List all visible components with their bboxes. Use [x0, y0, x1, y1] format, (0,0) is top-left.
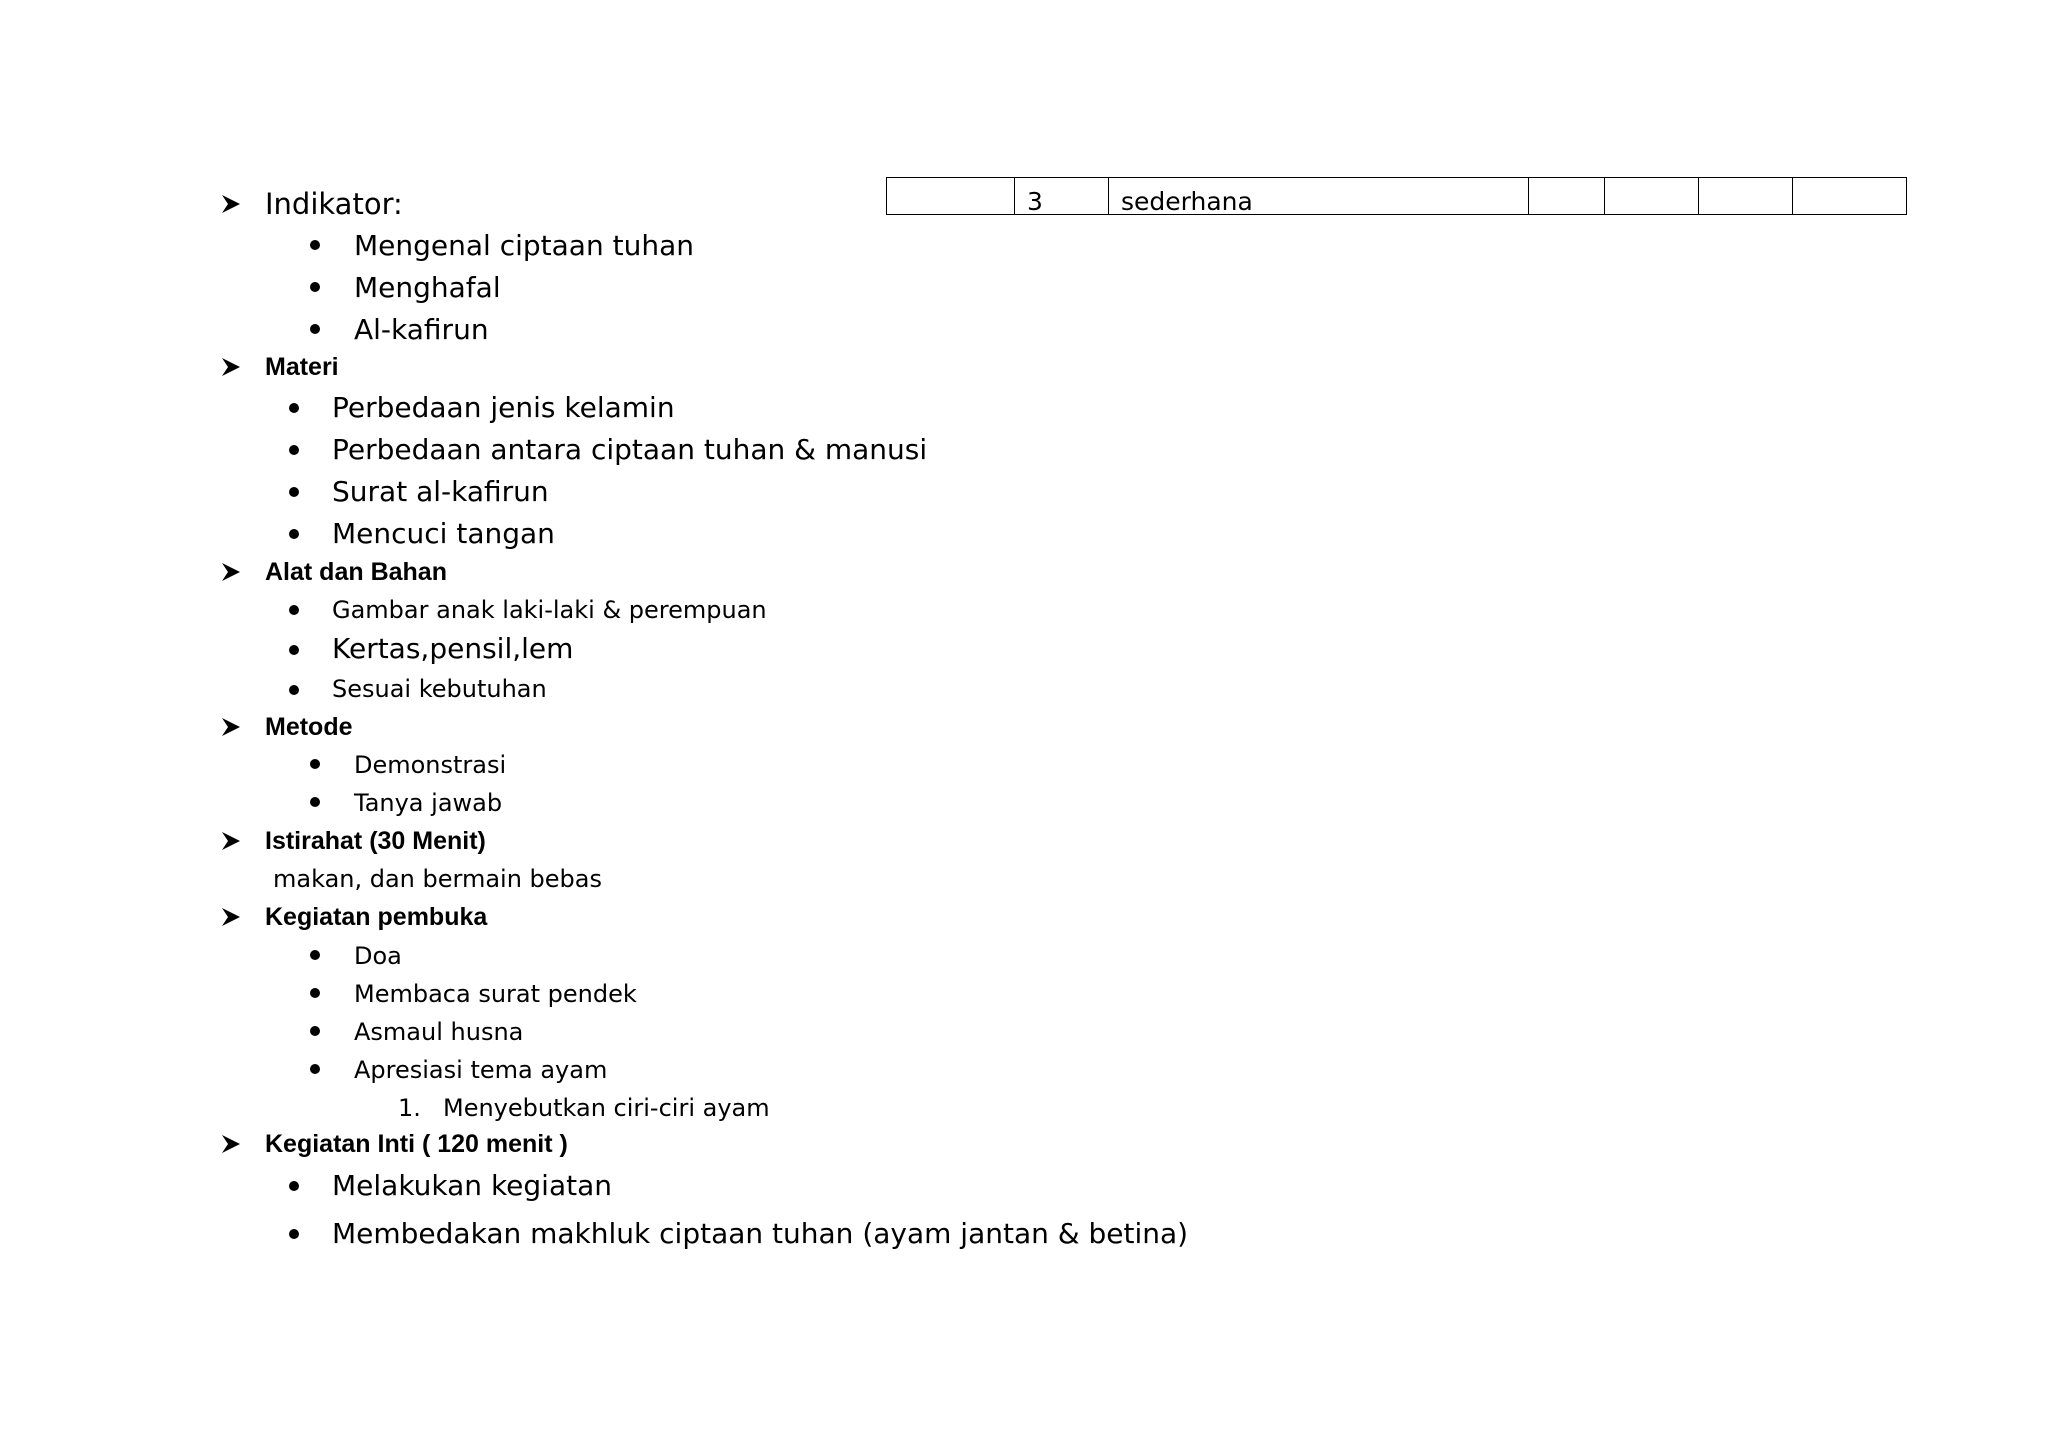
- list-item: Apresiasi tema ayam: [354, 1056, 608, 1084]
- section-heading-indikator: Indikator:: [265, 187, 403, 221]
- bullet-icon: [289, 529, 299, 539]
- table-cell: 3: [1015, 178, 1109, 215]
- list-item: Kertas,pensil,lem: [332, 632, 574, 665]
- bullet-icon: [289, 1181, 299, 1191]
- table-row: [887, 178, 1907, 215]
- list-item: Doa: [354, 942, 402, 970]
- list-item: Surat al-kafirun: [332, 475, 549, 508]
- list-item: Asmaul husna: [354, 1018, 524, 1046]
- arrow-bullet-icon: [220, 906, 242, 928]
- list-item: Menghafal: [354, 271, 501, 304]
- bullet-icon: [310, 240, 320, 250]
- bullet-icon: [289, 445, 299, 455]
- list-item: Mengenal ciptaan tuhan: [354, 229, 694, 262]
- sub-list-item: Menyebutkan ciri-ciri ayam: [443, 1094, 770, 1122]
- bullet-icon: [310, 950, 320, 960]
- bullet-icon: [310, 282, 320, 292]
- arrow-bullet-icon: [220, 193, 242, 215]
- table-cell: [887, 178, 1015, 215]
- arrow-bullet-icon: [220, 716, 242, 738]
- section-heading-inti: Kegiatan Inti ( 120 menit ): [265, 1130, 568, 1158]
- bullet-icon: [289, 605, 299, 615]
- bullet-icon: [289, 1229, 299, 1239]
- bullet-icon: [310, 988, 320, 998]
- bullet-icon: [289, 645, 299, 655]
- section-heading-istirahat: Istirahat (30 Menit): [265, 827, 486, 855]
- section-heading-metode: Metode: [265, 713, 353, 741]
- sub-list-number: 1.: [398, 1094, 421, 1122]
- list-item: Al-kafirun: [354, 313, 489, 346]
- arrow-bullet-icon: [220, 1133, 242, 1155]
- istirahat-text: makan, dan bermain bebas: [273, 865, 603, 893]
- list-item: Gambar anak laki-laki & perempuan: [332, 596, 767, 624]
- bullet-icon: [289, 685, 299, 695]
- section-heading-alat: Alat dan Bahan: [265, 558, 447, 586]
- list-item: Demonstrasi: [354, 751, 507, 779]
- bullet-icon: [289, 487, 299, 497]
- list-item: Perbedaan antara ciptaan tuhan & manusi: [332, 433, 928, 466]
- table-cell: [1793, 178, 1907, 215]
- list-item: Sesuai kebutuhan: [332, 675, 547, 703]
- bullet-icon: [289, 403, 299, 413]
- table-cell: [1605, 178, 1699, 215]
- list-item: Tanya jawab: [354, 789, 503, 817]
- assessment-table: [886, 177, 1907, 215]
- table-cell: [1699, 178, 1793, 215]
- table-cell: [1529, 178, 1605, 215]
- bullet-icon: [310, 797, 320, 807]
- arrow-bullet-icon: [220, 830, 242, 852]
- bullet-icon: [310, 324, 320, 334]
- list-item: Membaca surat pendek: [354, 980, 637, 1008]
- arrow-bullet-icon: [220, 561, 242, 583]
- list-item: Membedakan makhluk ciptaan tuhan (ayam jantan & betina): [332, 1217, 1189, 1250]
- list-item: Perbedaan jenis kelamin: [332, 391, 675, 424]
- section-heading-pembuka: Kegiatan pembuka: [265, 903, 488, 931]
- list-item: Melakukan kegiatan: [332, 1169, 612, 1202]
- bullet-icon: [310, 1026, 320, 1036]
- bullet-icon: [310, 759, 320, 769]
- section-heading-materi: Materi: [265, 353, 339, 381]
- table-cell: sederhana: [1109, 178, 1529, 215]
- bullet-icon: [310, 1064, 320, 1074]
- arrow-bullet-icon: [220, 356, 242, 378]
- list-item: Mencuci tangan: [332, 517, 555, 550]
